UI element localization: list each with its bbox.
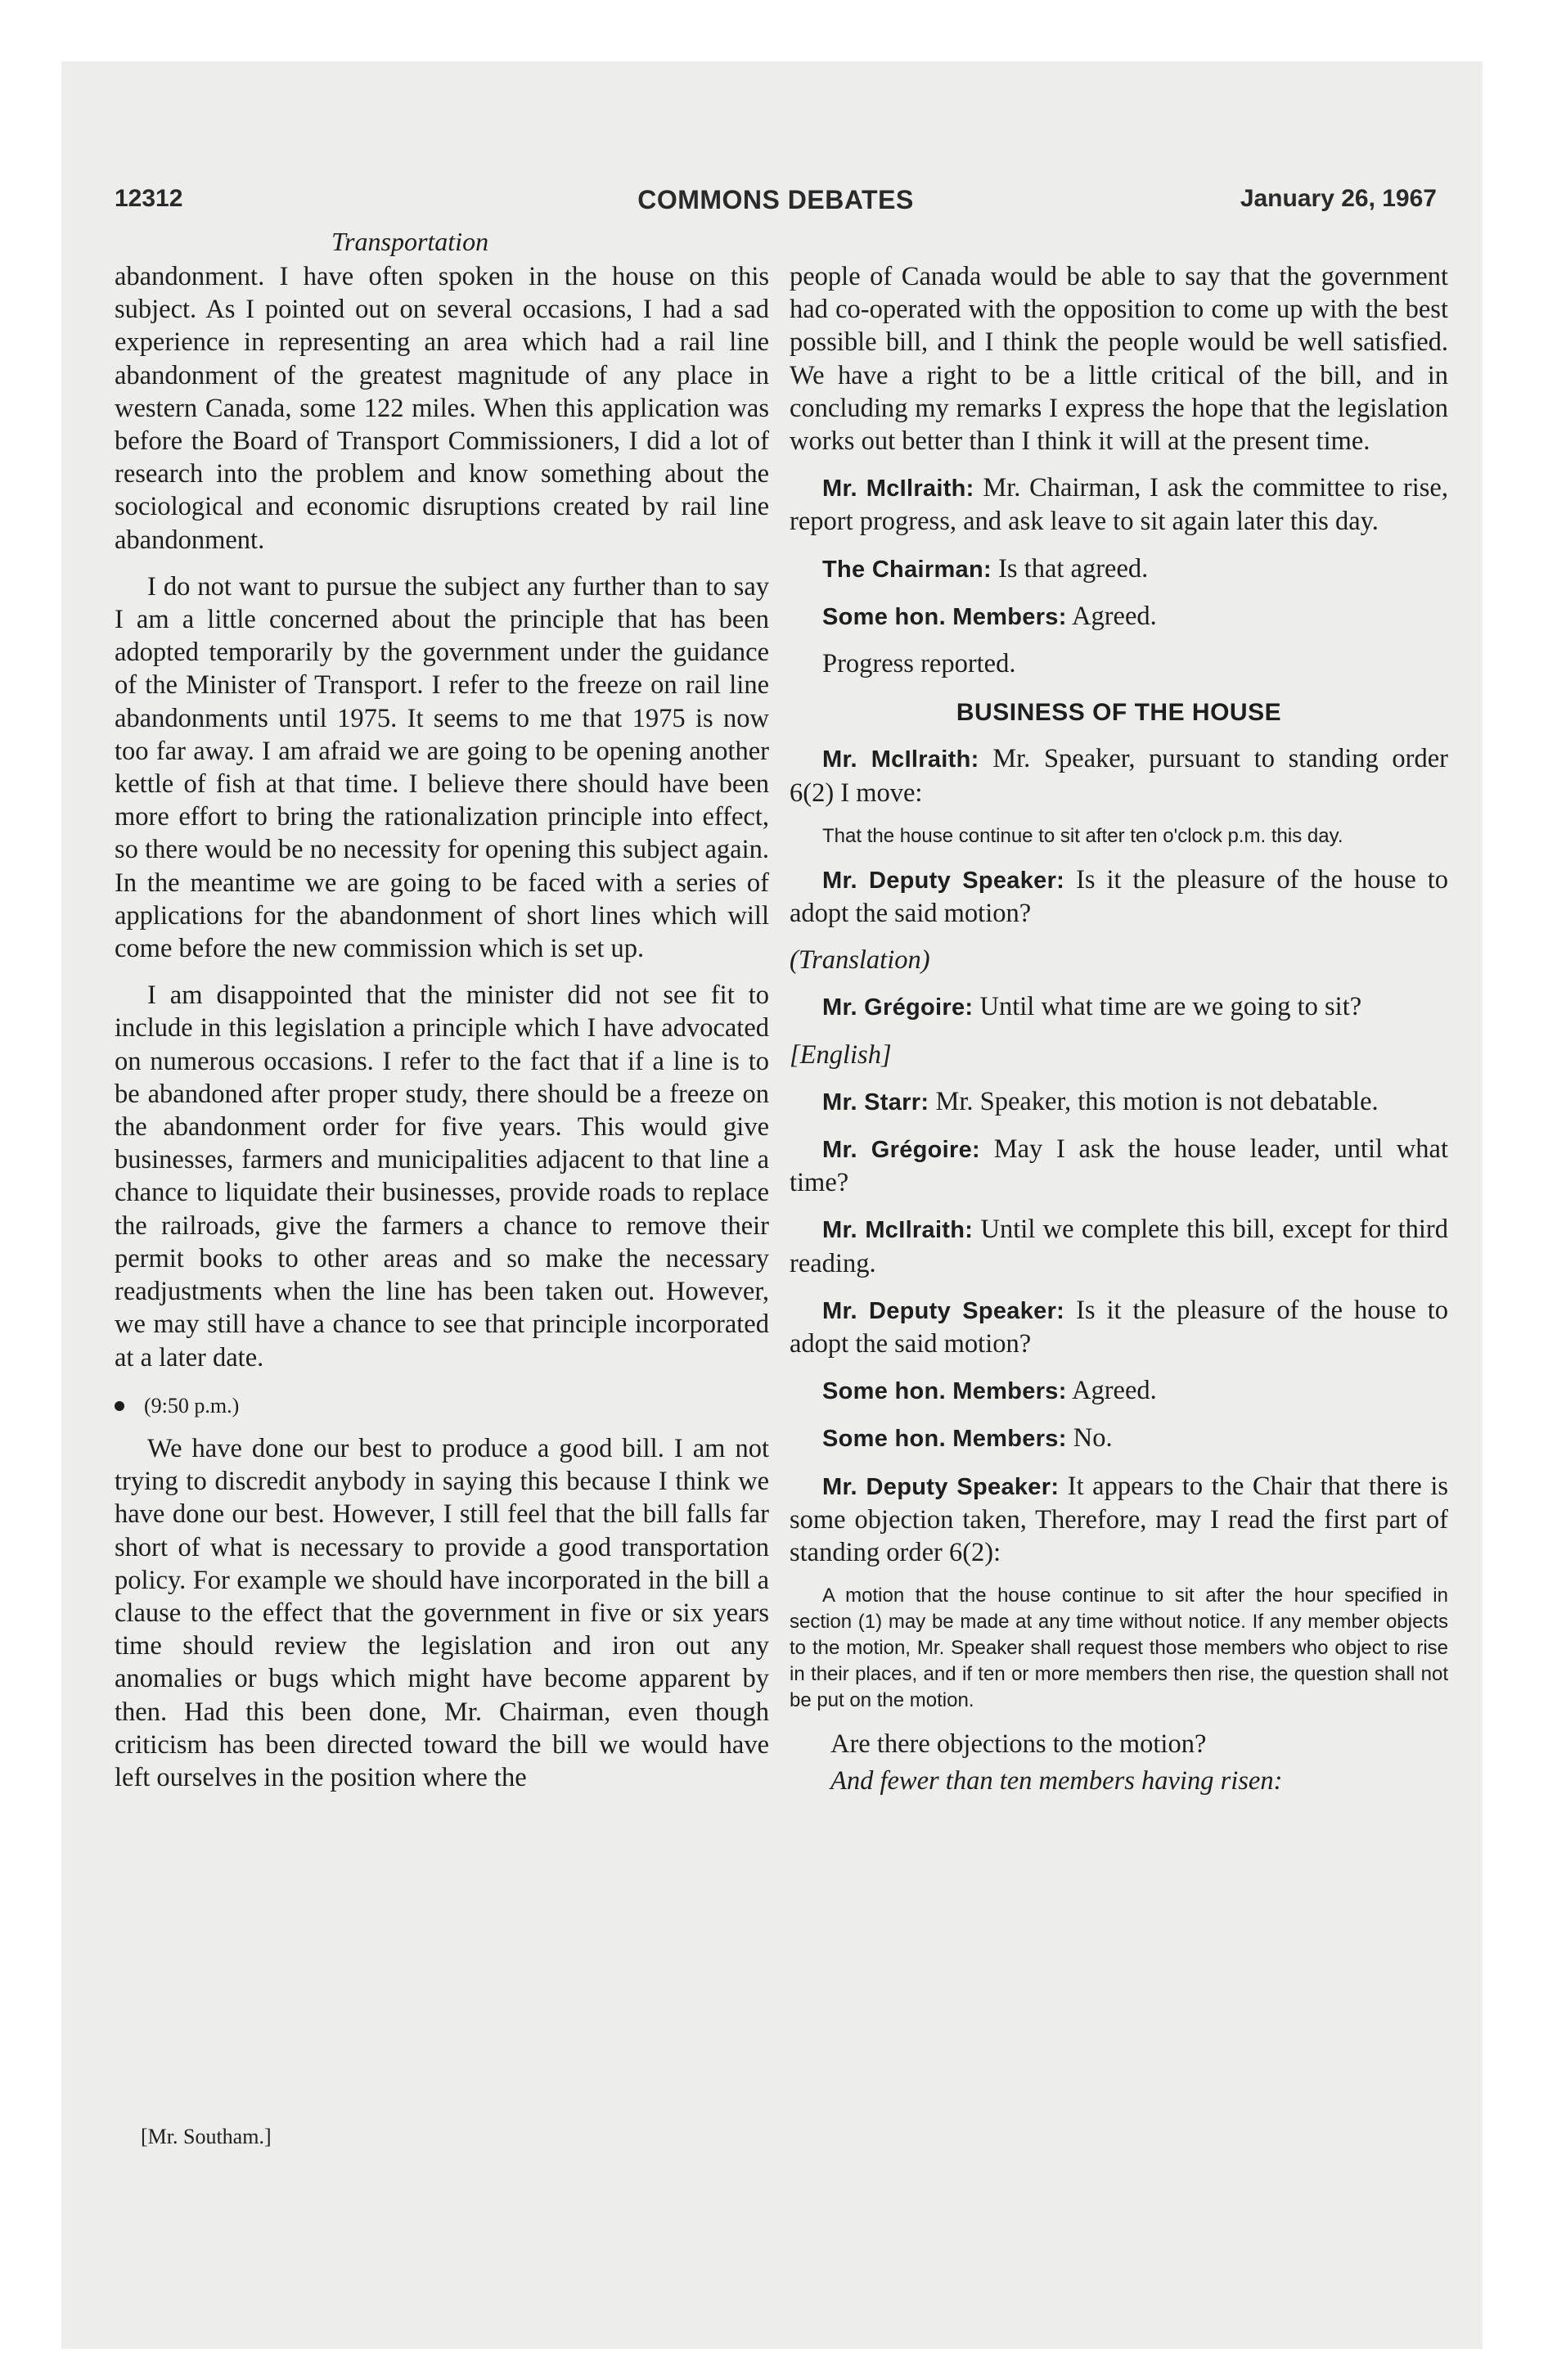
speaker-name: Mr. Deputy Speaker: bbox=[822, 867, 1065, 894]
speaker-name: Mr. McIlraith: bbox=[822, 746, 979, 773]
speech-text: Mr. Chairman, I ask the committee to rise, report progress, and ask leave to sit again later this day. bbox=[790, 473, 1448, 537]
speech-text: Is it the pleasure of the house to adopt the said motion? bbox=[790, 864, 1449, 929]
stage-direction: And fewer than ten members having risen: bbox=[830, 1765, 1283, 1796]
speaker-name: Some hon. Members: bbox=[822, 1426, 1067, 1453]
section-heading: BUSINESS OF THE HOUSE bbox=[956, 699, 1282, 727]
speech bbox=[790, 1374, 1448, 1408]
speech-text: Until what time are we going to sit? bbox=[973, 992, 1362, 1022]
speaker-name: Some hon. Members: bbox=[822, 603, 1067, 630]
standing-order-quote: A motion that the house continue to sit after the hour specified in section (1) may be made at any time without notice. If any member objects to the motion, Mr. Speaker shall request those members who object to rise in their places, and if ten or more members then rise, the question shall not be put on the motion. bbox=[790, 1584, 1448, 1712]
speech-text: It appears to the Chair that there is some objection taken, Therefore, may I read the first part of standing order 6(2): bbox=[790, 1471, 1448, 1568]
translation-marker: (Translation) bbox=[790, 945, 930, 976]
progress-note: Progress reported. bbox=[822, 649, 1016, 679]
speech-text: Until we complete this bill, except for third reading. bbox=[790, 1215, 1449, 1278]
speaker-name: Mr. Grégoire: bbox=[822, 994, 974, 1021]
speaker-footnote: [Mr. Southam.] bbox=[141, 2125, 272, 2148]
timestamp: (9:50 p.m.) bbox=[144, 1393, 240, 1418]
speech-text: Is it the pleasure of the house to adopt the said motion? bbox=[790, 1295, 1449, 1359]
paragraph: We have done our best to produce a good bill. I am not trying to discredit anybody in saying this because I think we have done our best. However, I still feel that the bill falls far short of what is necessary to provide a good transportation policy. For example we should have incorporated in the bill a clause to the effect that the government in five or six years time should review the legislation and iron out any anomalies or bugs which might have become apparent by then. Had this been done, Mr. Chairman, even though criticism has been directed toward the bill we would have left ourselves in the position where the bbox=[115, 1433, 769, 1792]
speech-text: Mr. Speaker, this motion is not debatable. bbox=[929, 1086, 1379, 1116]
speech bbox=[790, 990, 1448, 1024]
speaker-name: Mr. Deputy Speaker: bbox=[822, 1297, 1065, 1324]
speech bbox=[790, 471, 1448, 538]
speech-text: May I ask the house leader, until what time? bbox=[790, 1134, 1448, 1198]
paragraph: people of Canada would be able to say that the government had co-operated with the opposition to come up with the best possible bill, and I think the people would be well satisfied. We have a right to be a little critical of the bill, and in concluding my remarks I express the hope that the legislation works out better than I think it will at the present time. bbox=[790, 262, 1448, 457]
speech bbox=[790, 1085, 1448, 1119]
motion-text: That the house continue to sit after ten o'clock p.m. this day. bbox=[822, 824, 1343, 847]
speech bbox=[790, 600, 1448, 633]
speech bbox=[790, 863, 1448, 930]
speech-text: No. bbox=[1066, 1423, 1113, 1454]
speech-text: Agreed. bbox=[1066, 601, 1157, 631]
speech-text: Agreed. bbox=[1066, 1376, 1157, 1406]
paragraph: I am disappointed that the minister did not see fit to include in this legislation a principle which I have advocated on numerous occasions. I refer to the fact that if a line is to be abandoned after proper study, there should be a freeze on the abandonment order for five years. This would give businesses, farmers and municipalities adjacent to that line a chance to liquidate their businesses, provide roads to replace the railroads, give the farmers a chance to remove their permit books to other areas and so make the necessary readjustments when the line has been taken out. However, we may still have a chance to see that principle incorporated at a later date. bbox=[115, 980, 769, 1373]
speaker-name: Some hon. Members: bbox=[822, 1378, 1067, 1405]
paragraph: I do not want to pursue the subject any further than to say I am a little concerned about the principle that has been adopted temporarily by the government under the guidance of the Minister of Transport. I refer to the freeze on rail line abandonments until 1975. It seems to me that 1975 is now too far away. I am afraid we are going to be opening another kettle of fish at that time. I believe there should have been more effort to bring the rationalization principle into effect, so there would be no necessity for opening this subject again. In the meantime we are going to be faced with a series of applications for the abandonment of short lines which will come before the new commission which is set up. bbox=[115, 571, 769, 964]
left-column bbox=[115, 260, 769, 1808]
question-line: Are there objections to the motion? bbox=[830, 1729, 1207, 1760]
speaker-name: Mr. McIlraith: bbox=[822, 476, 974, 503]
publication-title: COMMONS DEBATES bbox=[637, 185, 914, 214]
right-column bbox=[790, 260, 1448, 1811]
speaker-name: Mr. McIlraith: bbox=[822, 1217, 974, 1244]
speech-text: Mr. Speaker, pursuant to standing order 6(2) I move: bbox=[790, 744, 1448, 808]
speech bbox=[790, 1133, 1448, 1199]
issue-date: January 26, 1967 bbox=[1240, 185, 1437, 212]
speech bbox=[790, 1294, 1448, 1360]
timestamp-line bbox=[115, 1388, 769, 1422]
speaker-name: The Chairman: bbox=[822, 556, 992, 583]
speaker-name: Mr. Deputy Speaker: bbox=[822, 1473, 1060, 1500]
page-header bbox=[115, 185, 1437, 218]
speaker-name: Mr. Starr: bbox=[822, 1089, 929, 1116]
running-head: Transportation bbox=[331, 227, 489, 256]
speech bbox=[790, 552, 1448, 586]
bullet-icon bbox=[115, 1401, 124, 1411]
speech bbox=[790, 742, 1448, 809]
speech bbox=[790, 1213, 1448, 1279]
speech bbox=[790, 1422, 1448, 1455]
language-marker: [English] bbox=[790, 1039, 892, 1070]
paragraph: abandonment. I have often spoken in the house on this subject. As I pointed out on several occasions, I had a sad experience in representing an area which had a rail line abandonment of the greatest magnitude of any place in western Canada, some 122 miles. When this application was before the Board of Transport Commissioners, I did a lot of research into the problem and know something about the sociological and economic disruptions created by rail line abandonment. bbox=[115, 262, 769, 555]
speech bbox=[790, 1470, 1448, 1570]
page-number: 12312 bbox=[115, 185, 183, 212]
speech-text: Is that agreed. bbox=[991, 553, 1149, 584]
speaker-name: Mr. Grégoire: bbox=[822, 1137, 980, 1164]
